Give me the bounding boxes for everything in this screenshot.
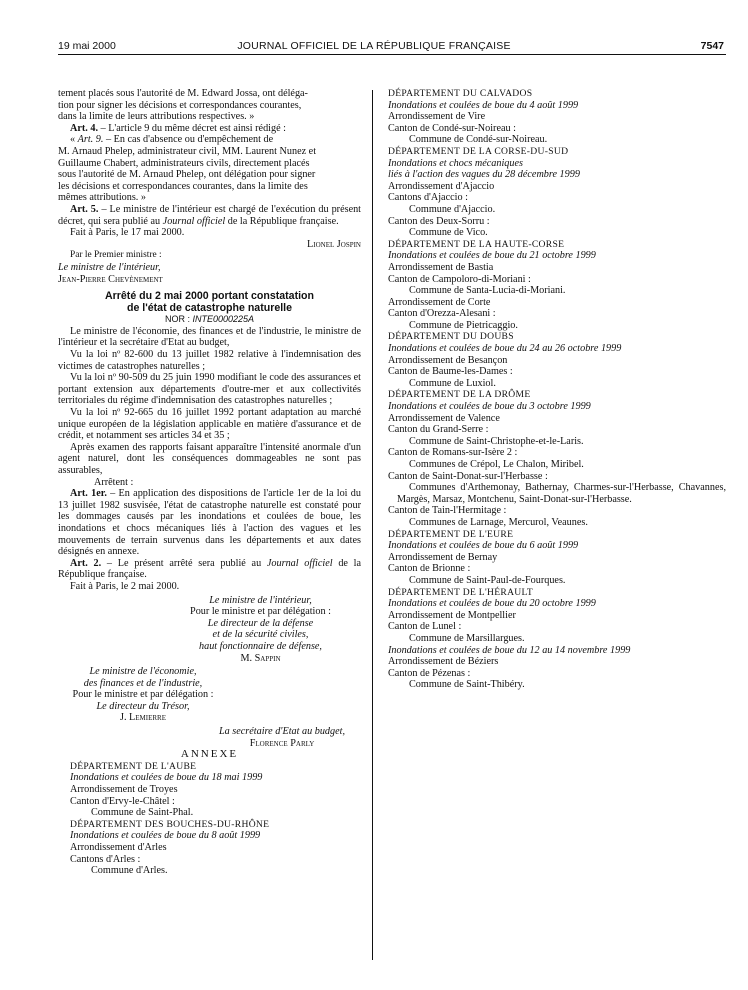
canton-brionne: Canton de Brionne : <box>388 563 471 575</box>
column-divider <box>372 90 373 960</box>
article-9: « Art. 9. – En cas d'absence ou d'empêchement de <box>70 134 274 146</box>
signature-sappin: M. Sappin <box>240 652 281 664</box>
canton-arles: Cantons d'Arles : <box>70 853 141 865</box>
event-calvados: Inondations et coulées de boue du 4 août 1999 <box>388 99 579 111</box>
dept-corse-du-sud: DÉPARTEMENT DE LA CORSE-DU-SUD <box>388 145 569 157</box>
event-corse-du-sud-1: Inondations et chocs mécaniques <box>388 157 523 169</box>
vu-loi-90-509: Vu la loi nº 90-509 du 25 juin 1990 modifiant le code des assurances et portant extension aux départements d'outre-mer et aux collectivités territoriales du régime d'indemnisation des catastrophes naturelles ; <box>58 372 361 407</box>
arrondissement-valence: Arrondissement de Valence <box>388 412 500 424</box>
arrondissement-corte: Arrondissement de Corte <box>388 296 491 308</box>
article-1: Art. 1er. – En application des dispositions de l'article 1er de la loi du 13 juillet 1982 susvisée, l'état de catastrophe naturelle est constaté pour les dommages causés par les inondations et coulées de boue, les inondations et chocs mécaniques liés à l'action des vagues et les mouvements de terrain survenus dans les départements et aux dates désignés en annexe. <box>58 488 361 558</box>
art9-line: les décisions et correspondances courantes, dans la limite des <box>58 180 308 192</box>
vu-loi-92-665: Vu la loi nº 92-665 du 16 juillet 1992 portant adaptation au marché unique européen de la législation applicable en matière d'assurance et de crédit, et notamment ses articles 34 et 35 ; <box>58 407 361 442</box>
arrondissement-montpellier: Arrondissement de Montpellier <box>388 609 516 621</box>
art9-line: mêmes attributions. » <box>58 192 146 204</box>
dept-drome: DÉPARTEMENT DE LA DRÔME <box>388 389 531 401</box>
arrondissement-troyes: Arrondissement de Troyes <box>70 784 178 796</box>
header-rule <box>58 54 726 55</box>
canton-romans: Canton de Romans-sur-Isère 2 : <box>388 447 518 459</box>
ministre-interieur: Le ministre de l'intérieur, <box>58 261 161 273</box>
vu-loi-82-600: Vu la loi nº 82-600 du 13 juillet 1982 relative à l'indemnisation des victimes de catastrophes naturelles ; <box>58 349 361 372</box>
canton-deux-sorru: Canton des Deux-Sorru : <box>388 215 490 227</box>
art9-line: sous l'autorité de M. Arnaud Phelep, ont délégation pour signer <box>58 169 316 181</box>
intro-line: dans la limite de leurs attributions respectives. » <box>58 111 255 123</box>
canton-conde: Canton de Condé-sur-Noireau : <box>388 122 516 134</box>
art4-text: – L'article 9 du même décret est ainsi rédigé : <box>100 122 286 134</box>
arrete-title: Arrêté du 2 mai 2000 portant constatation de l'état de catastrophe naturelle <box>105 290 314 314</box>
event-eure: Inondations et coulées de boue du 6 août 1999 <box>388 540 579 552</box>
intro-line: tement placés sous l'autorité de M. Edward Jossa, ont déléga- <box>58 88 308 99</box>
canton-baume: Canton de Baume-les-Dames : <box>388 366 513 378</box>
commune-vico: Commune de Vico. <box>409 227 488 239</box>
arrondissement-bastia: Arrondissement de Bastia <box>388 261 494 273</box>
arrondissement-besancon: Arrondissement de Besançon <box>388 354 508 366</box>
event-herault-1: Inondations et coulées de boue du 20 octobre 1999 <box>388 598 596 610</box>
commune-marsillargues: Commune de Marsillargues. <box>409 632 525 644</box>
commune-saint-christophe: Commune de Saint-Christophe-et-le-Laris. <box>409 435 584 447</box>
arretent: Arrêtent : <box>94 476 134 488</box>
article-5: Art. 5. – Le ministre de l'intérieur est chargé de l'exécution du présent décret, qui sera publié au Journal officiel de la République française. <box>58 203 362 227</box>
arrondissement-bernay: Arrondissement de Bernay <box>388 551 498 563</box>
article-4 <box>58 123 361 135</box>
art9-label: Art. 9. <box>77 134 104 146</box>
commune-ajaccio: Commune d'Ajaccio. <box>409 203 496 215</box>
commune-conde: Commune de Condé-sur-Noireau. <box>409 134 548 146</box>
commune-arles: Commune d'Arles. <box>91 865 168 877</box>
canton-saint-donat: Canton de Saint-Donat-sur-l'Herbasse : <box>388 470 548 482</box>
communes-crepol: Communes de Crépol, Le Chalon, Miribel. <box>409 459 584 470</box>
canton-campoloro: Canton de Campoloro-di-Moriani : <box>388 273 531 285</box>
journal-title: JOURNAL OFFICIEL DE LA RÉPUBLIQUE FRANÇAISE <box>237 40 511 52</box>
event-herault-2: Inondations et coulées de boue du 12 au 14 novembre 1999 <box>388 644 631 656</box>
canton-pezenas: Canton de Pézenas : <box>388 667 471 679</box>
preamble: Le ministre de l'économie, des finances et de l'industrie, le ministre de l'intérieur et la secrétaire d'Etat au budget, <box>58 325 361 349</box>
commune-saint-thibery: Commune de Saint-Thibéry. <box>409 679 525 691</box>
arrondissement-beziers: Arrondissement de Béziers <box>388 656 499 668</box>
commune-saint-paul: Commune de Saint-Paul-de-Fourques. <box>409 574 566 586</box>
event-bouches-du-rhone: Inondations et coulées de boue du 8 août 1999 <box>70 830 261 842</box>
signature-lemierre: J. Lemierre <box>119 712 166 724</box>
arrondissement-ajaccio: Arrondissement d'Ajaccio <box>388 180 495 192</box>
header-date: 19 mai 2000 <box>58 40 116 52</box>
canton-grand-serre: Canton du Grand-Serre : <box>388 424 489 436</box>
communes-arthemonay: Communes d'Arthemonay, Bathernay, Charmes-sur-l'Herbasse, Chavannes, Margès, Marsaz, Montchenu, Saint-Donat-sur-l'Herbasse. <box>397 482 726 505</box>
signature-chevenement: Jean-Pierre Chevènement <box>58 273 163 285</box>
dept-bouches-du-rhone: DÉPARTEMENT DES BOUCHES-DU-RHÔNE <box>70 818 270 830</box>
commune-pietricaggio: Commune de Pietricaggio. <box>409 319 518 331</box>
par-premier-ministre: Par le Premier ministre : <box>70 250 162 261</box>
dept-eure: DÉPARTEMENT DE L'EURE <box>388 528 514 540</box>
signature-block-budget: La secrétaire d'Etat au budget, Florence Parly <box>58 726 361 749</box>
canton-ajaccio: Cantons d'Ajaccio : <box>388 192 468 204</box>
fait-a-paris-1: Fait à Paris, le 17 mai 2000. <box>70 227 185 239</box>
commune-luxiol: Commune de Luxiol. <box>409 377 496 389</box>
nor-reference: NOR : INTE0000225A <box>164 314 255 325</box>
event-corse-du-sud-2: liés à l'action des vagues du 28 décembre 1999 <box>388 169 580 181</box>
canton-ervy: Canton d'Ervy-le-Châtel : <box>70 795 175 807</box>
dept-haute-corse: DÉPARTEMENT DE LA HAUTE-CORSE <box>388 238 565 250</box>
canton-lunel: Canton de Lunel : <box>388 621 462 633</box>
event-drome: Inondations et coulées de boue du 3 octobre 1999 <box>388 401 591 413</box>
right-column <box>376 88 726 691</box>
signature-block-interieur: Le ministre de l'intérieur, Pour le ministre et par délégation : Le directeur de la défense et de la sécurité civiles, haut fonctionnaire de défense, M. Sappin <box>58 595 361 665</box>
commune-santa-lucia: Commune de Santa-Lucia-di-Moriani. <box>409 285 566 297</box>
arrondissement-vire: Arrondissement de Vire <box>388 111 486 123</box>
article-2: Art. 2. – Le présent arrêté sera publié au Journal officiel de la République française. <box>58 557 362 581</box>
fait-a-paris-2: Fait à Paris, le 2 mai 2000. <box>70 580 180 592</box>
intro-line: tion pour signer les décisions et correspondances courantes, <box>58 99 302 111</box>
annexe-heading: ANNEXE <box>180 748 239 761</box>
art9-line: M. Arnaud Phelep, administrateur civil, MM. Laurent Nunez et <box>58 145 317 157</box>
left-column <box>58 88 361 877</box>
dept-calvados: DÉPARTEMENT DU CALVADOS <box>388 88 533 99</box>
commune-saint-phal: Commune de Saint-Phal. <box>91 807 194 819</box>
signature-parly: Florence Parly <box>249 737 315 749</box>
dept-aube: DÉPARTEMENT DE L'AUBE <box>70 760 197 772</box>
event-haute-corse: Inondations et coulées de boue du 21 octobre 1999 <box>388 250 596 262</box>
page-header <box>0 0 748 60</box>
arrondissement-arles: Arrondissement d'Arles <box>70 842 167 853</box>
signature-block-economie: Le ministre de l'économie, des finances et de l'industrie, Pour le ministre et par délégation : Le directeur du Trésor, J. Lemierre <box>58 666 228 724</box>
canton-orezza: Canton d'Orezza-Alesani : <box>388 308 496 320</box>
canton-tain: Canton de Tain-l'Hermitage : <box>388 505 507 517</box>
art4-label: Art. 4. <box>70 122 99 134</box>
event-doubs: Inondations et coulées de boue du 24 au 26 octobre 1999 <box>388 343 622 355</box>
apres-examen: Après examen des rapports faisant apparaître l'intensité anormale d'un agent naturel, dont les conséquences dommageables ne sont pas assurables, <box>58 441 361 476</box>
page-number: 7547 <box>700 40 724 52</box>
dept-herault: DÉPARTEMENT DE L'HÉRAULT <box>388 586 533 598</box>
art9-line: Guillaume Chabert, administrateurs civils, directement placés <box>58 157 310 169</box>
event-aube: Inondations et coulées de boue du 18 mai 1999 <box>70 772 263 784</box>
signature-jospin: Lionel Jospin <box>307 238 361 250</box>
communes-larnage: Communes de Larnage, Mercurol, Veaunes. <box>409 516 588 528</box>
dept-doubs: DÉPARTEMENT DU DOUBS <box>388 331 514 343</box>
